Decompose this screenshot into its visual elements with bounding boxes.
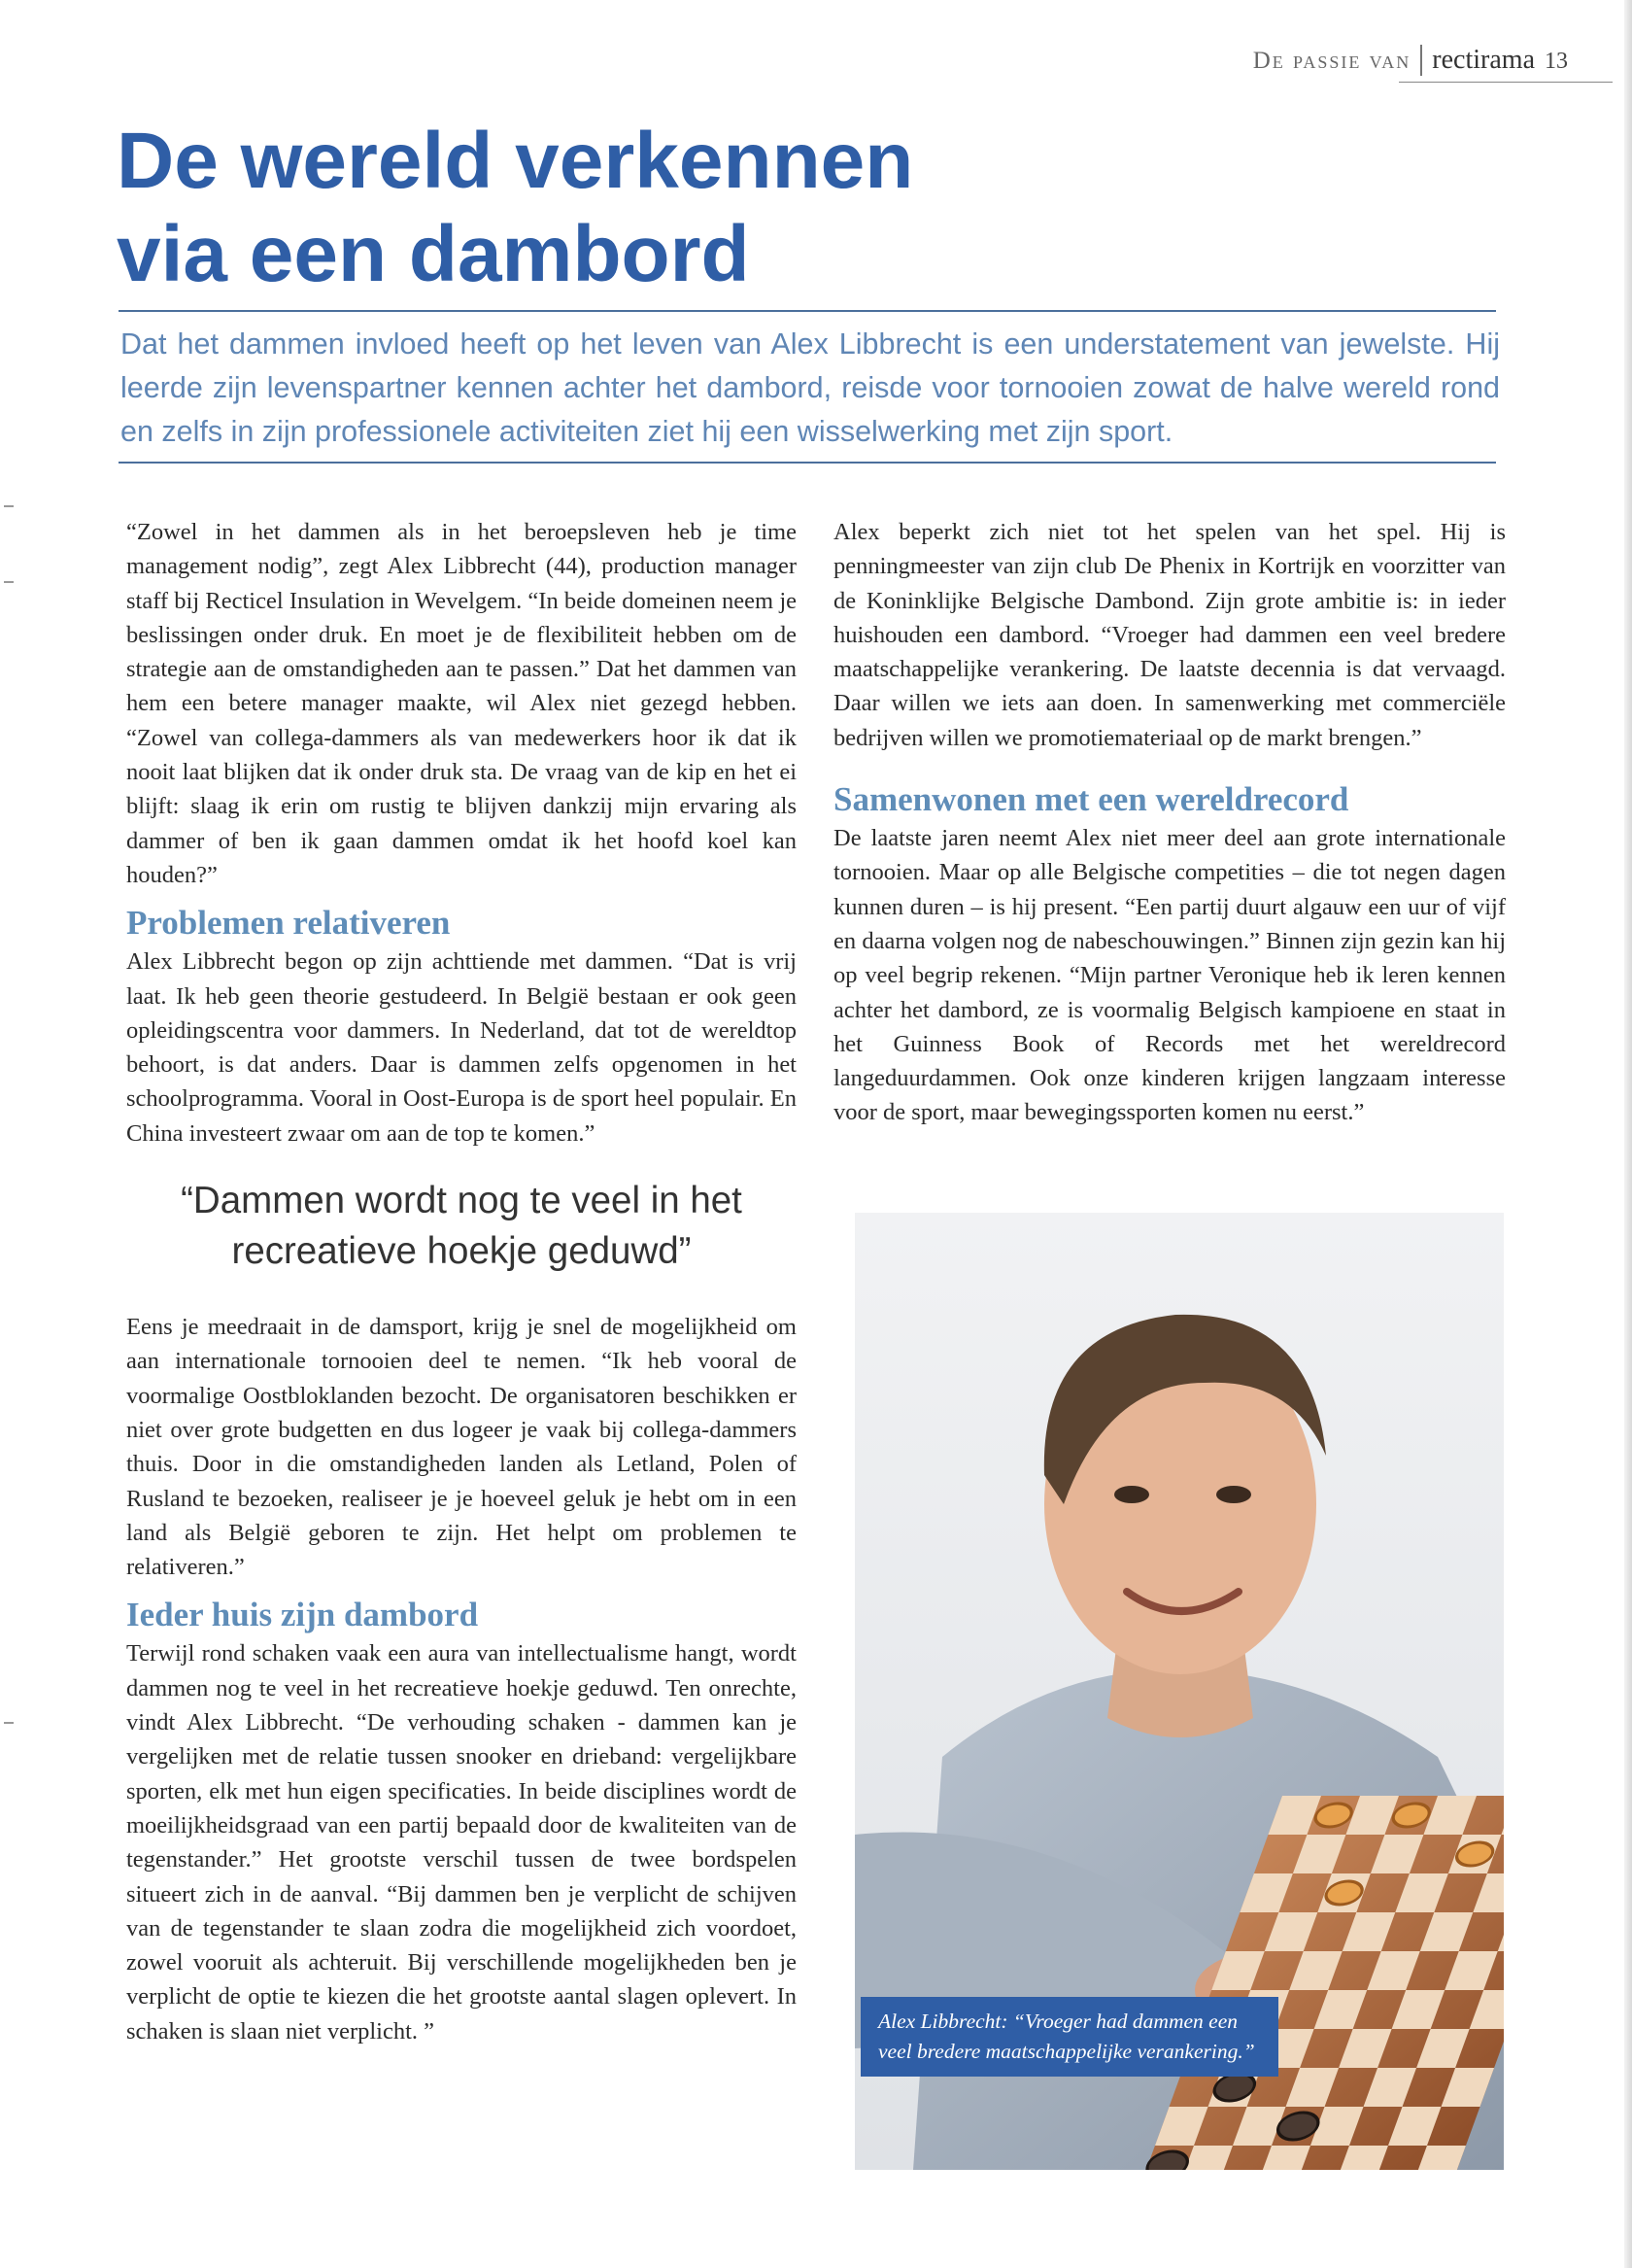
magazine-name: rectirama — [1420, 45, 1535, 76]
article-intro: Dat het dammen invloed heeft op het leven van Alex Libbrecht is een understatement van jewelste. Hij leerde zijn levenspartner kennen achter het dambord, reisde voor tornooien zowat de halve wereld rond en zelfs in zijn professionele activiteiten ziet hij een wisselwerking met zijn sport. — [120, 327, 1500, 448]
body-paragraph: De laatste jaren neemt Alex niet meer deel aan grote internationale tornooien. Maar op alle Belgische competities – die tot negen dagen kunnen duren – is hij present. “Een partij duurt algauw een uur of vijf en daarna volgen nog de nabeschouwingen.” Binnen zijn gezin kan hij op veel begrip rekenen. “Mijn partner Veronique heb ik leren kennen achter het dambord, ze is voormalig Belgisch kampioene en staat in het Guinness Book of Records met het wereldrecord langeduurdammen. Ook onze kinderen krijgen langzaam interesse voor de sport, maar bewegingssporten komen nu eerst.” — [833, 825, 1506, 1126]
margin-mark — [4, 1722, 14, 1724]
header-rule — [1399, 82, 1613, 83]
photo-caption: Alex Libbrecht: “Vroeger had dammen een veel bredere maatschappelijke verankering.” — [861, 1997, 1278, 2077]
body-paragraph: Eens je meedraait in de damsport, krijg je snel de mogelijkheid om aan internationale tornooien deel te nemen. “Ik heb vooral de voormalige Oostbloklanden bezocht. De organisatoren beschikken er niet over grote budgetten en dus logeer je vaak bij collega-dammers thuis. Door in die omstandigheden landen als Letland, Polen of Rusland te bezoeken, realiseer je je hoeveel geluk je hebt om in een land als België geboren te zijn. Het helpt om problemen te relativeren.” — [126, 1314, 797, 1581]
page-number: 13 — [1545, 49, 1568, 74]
article-title — [117, 115, 1379, 301]
scan-edge — [1624, 0, 1632, 2268]
body-paragraph: Terwijl rond schaken vaak een aura van intellectualisme hangt, wordt dammen nog te veel in het recreatieve hoekje geduwd. Ten onrechte, vindt Alex Libbrecht. “De verhouding schaken - dammen kan je vergelijken met de relatie tussen snooker en drieband: vergelijkbare sporten, elk met hun eigen specificaties. In beide disciplines wordt de moeilijkheidsgraad van een partij bepaald door de kwaliteiten van de tegenstander.” Het grootste verschil tussen de twee bordspelen situeert zich in de aanval. “Bij dammen ben je verplicht de schijven van de tegenstander te slaan zodra die mogelijkheid zich voordoet, zowel vooruit als achteruit. Bij verschillende mogelijkheden ben je verplicht de optie te kiezen die het grootste aantal slagen oplevert. In schaken is slaan niet verplicht. ” — [126, 1640, 797, 2045]
intro-bottom-rule — [119, 462, 1496, 464]
right-column — [833, 515, 1506, 1130]
body-paragraph: Alex Libbrecht begon op zijn achttiende met dammen. “Dat is vrij laat. Ik heb geen theorie gestudeerd. In België bestaan er ook geen opleidingscentra voor dammers. In Nederland, dat tot de wereldtop behoort, is dat anders. Daar is dammen zelfs opgenomen in het schoolprogramma. Vooral in Oost-Europa is de sport heel populair. En China investeert zwaar om aan de top te komen.” — [126, 948, 797, 1147]
margin-mark — [4, 505, 14, 507]
body-paragraph: “Zowel in het dammen als in het beroepsleven heb je time management nodig”, zegt Alex Libbrecht (44), production manager staff bij Recticel Insulation in Wevelgem. “In beide domeinen neem je beslissingen onder druk. En moet je de flexibiliteit hebben om de strategie aan de omstandigheden aan te passen.” Dat het dammen van hem een betere manager maakte, wil Alex niet gezegd hebben. “Zowel van collega-dammers als van medewerkers hoor ik dat ik nooit laat blijken dat ik onder druk sta. De vraag van de kip en het ei blijft: slaag ik erin om rustig te blijven dankzij mijn ervaring als dammer of ben ik gaan dammen omdat ik het hoofd koel kan houden?” — [126, 519, 797, 888]
running-header-section: De passie van — [1252, 48, 1411, 74]
running-header — [1253, 45, 1568, 76]
intro-top-rule — [119, 310, 1496, 312]
body-paragraph: Alex beperkt zich niet tot het spelen van het spel. Hij is penningmeester van zijn club De Phenix in Kortrijk en voorzitter van de Koninklijke Belgische Dambond. Zijn grote ambitie is: in ieder huishouden een dambord. “Vroeger had dammen een veel bredere maatschappelijke verankering. De laatste decennia is dat vervaagd. Daar willen we iets aan doen. In samenwerking met commerciële bedrijven willen we promotiemateriaal op de markt brengen.” — [833, 519, 1506, 751]
pull-quote: “Dammen wordt nog te veel in het recreatieve hoekje geduwd” — [181, 1180, 742, 1273]
margin-mark — [4, 581, 14, 583]
subheading-problemen: Problemen relativeren — [126, 904, 451, 943]
portrait-photo — [855, 1213, 1504, 2170]
article-title-line1: De wereld verkennen — [117, 117, 914, 205]
left-column — [126, 515, 797, 2048]
subheading-samenwonen: Samenwonen met een wereldrecord — [833, 780, 1349, 819]
subheading-ieder-huis: Ieder huis zijn dambord — [126, 1596, 479, 1634]
article-title-line2: via een dambord — [117, 210, 750, 298]
